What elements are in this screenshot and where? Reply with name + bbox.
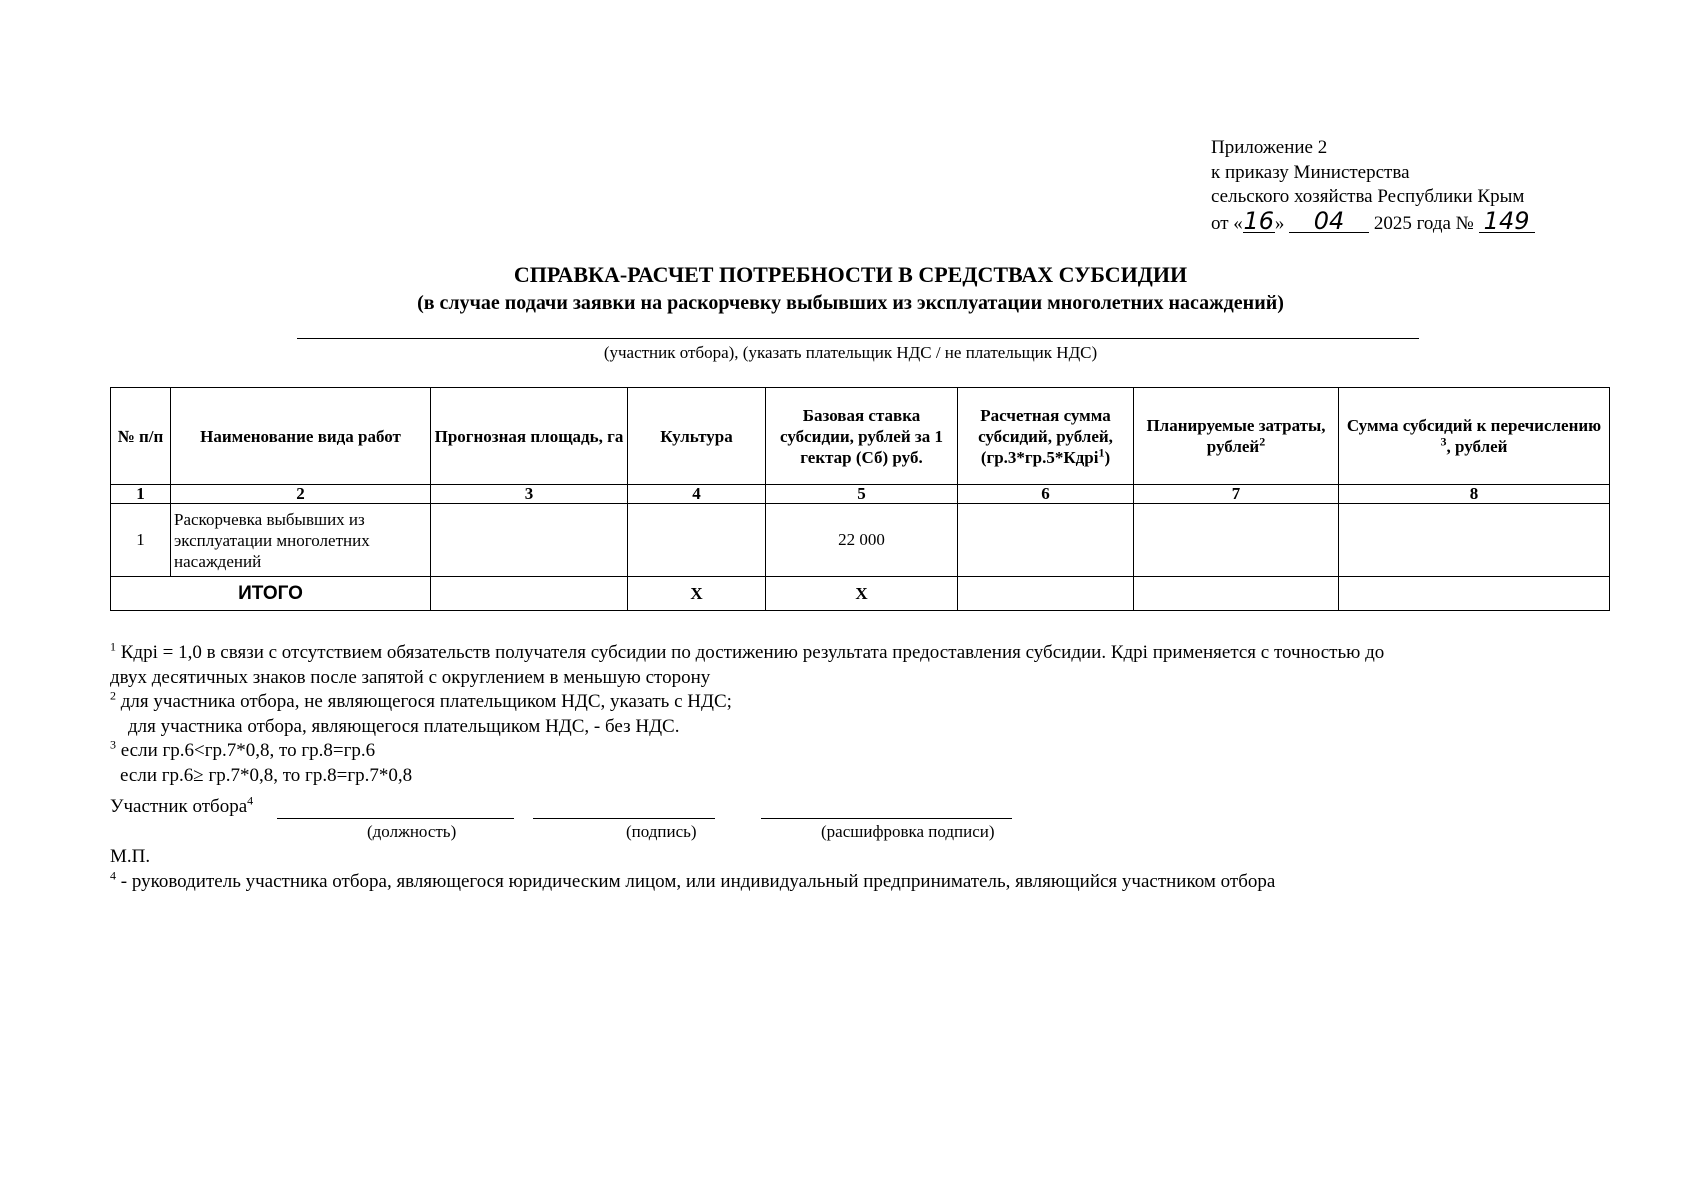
stamp-place: М.П.: [110, 846, 151, 867]
footnotes: [110, 641, 1620, 788]
header-number: № п/п: [111, 388, 171, 485]
footnote-1-line-2: двух десятичных знаков после запятой с округлением в меньшую сторону: [110, 666, 711, 688]
footnote-2-line-1: $^2$ для участника отбора, не являющегося плательщиком НДС, указать с НДС;: [110, 688, 732, 712]
row-calc-sum: [958, 504, 1134, 577]
handwritten-order-number: 149: [1479, 210, 1535, 233]
document-subtitle: (в случае подачи заявки на раскорчевку выбывших из эксплуатации многолетних насаждений): [417, 292, 1284, 314]
appendix-block: [1211, 136, 1535, 236]
table-header-row: [111, 388, 1610, 485]
row-planned-costs: [1134, 504, 1339, 577]
row-transfer-sum: [1339, 504, 1610, 577]
footnote-3-line-2: если гр.6≥ гр.7*0,8, то гр.8=гр.7*0,8: [120, 764, 413, 786]
header-culture: Культура: [628, 388, 766, 485]
footnote-1-line-1: $^1$ Кдрi = 1,0 в связи с отсутствием обязательств получателя субсидии по достижению результата предоставления субсидии. Кдрi применяется с точностью до: [110, 639, 1385, 663]
column-number: 3: [431, 485, 628, 504]
header-calc-sum: Расчетная сумма субсидий, рублей, (гр.3*гр.5*Кдрi$^1$): [958, 388, 1134, 485]
table-row: [111, 504, 1610, 577]
column-number-row: [111, 485, 1610, 504]
total-planned-costs: [1134, 577, 1339, 611]
handwritten-month: 04: [1289, 210, 1369, 233]
total-area: [431, 577, 628, 611]
column-number: 7: [1134, 485, 1339, 504]
row-work-type: Раскорчевка выбывших из эксплуатации многолетних насаждений: [171, 504, 431, 577]
header-area: Прогнозная площадь, га: [431, 388, 628, 485]
date-prefix: от «: [1211, 212, 1243, 234]
column-number: 6: [958, 485, 1134, 504]
position-caption: (должность): [367, 822, 457, 841]
header-planned-costs: Планируемые затраты, рублей$^2$: [1134, 388, 1339, 485]
column-number: 5: [766, 485, 958, 504]
signature-blank-line: [533, 818, 715, 819]
header-transfer-sum: Сумма субсидий к перечислению $^3$, рублей: [1339, 388, 1610, 485]
participant-blank-line: [297, 338, 1419, 339]
total-label: ИТОГО: [111, 577, 431, 611]
row-area: [431, 504, 628, 577]
column-number: 8: [1339, 485, 1610, 504]
footnote-3-line-1: $^3$ если гр.6<гр.7*0,8, то гр.8=гр.6: [110, 737, 376, 761]
decode-blank-line: [761, 818, 1012, 819]
appendix-ministry: сельского хозяйства Республики Крым: [1211, 186, 1525, 207]
position-blank-line: [277, 818, 514, 819]
total-base-rate: Х: [766, 577, 958, 611]
total-row: [111, 577, 1610, 611]
row-culture: [628, 504, 766, 577]
decode-caption: (расшифровка подписи): [821, 822, 995, 841]
footnote-4: $^4$ - руководитель участника отбора, являющегося юридическим лицом, или индивидуальный предприниматель, являющийся участником отбора: [110, 868, 1276, 892]
participant-caption: (участник отбора), (указать плательщик НДС / не плательщик НДС): [603, 343, 1098, 362]
row-base-rate: 22 000: [766, 504, 958, 577]
signature-caption: (подпись): [626, 822, 697, 841]
header-base-rate: Базовая ставка субсидии, рублей за 1 гектар (Сб) руб.: [766, 388, 958, 485]
appendix-title: Приложение 2: [1211, 137, 1328, 158]
subsidy-table: [110, 387, 1610, 611]
appendix-order-ref: к приказу Министерства: [1211, 161, 1410, 183]
total-culture: Х: [628, 577, 766, 611]
appendix-date-line: [1211, 206, 1535, 237]
row-number: 1: [111, 504, 171, 577]
total-transfer-sum: [1339, 577, 1610, 611]
handwritten-day: 16: [1243, 206, 1275, 235]
footnote-2-line-2: для участника отбора, являющегося плательщиком НДС, - без НДС.: [128, 715, 680, 737]
document-title: СПРАВКА-РАСЧЕТ ПОТРЕБНОСТИ В СРЕДСТВАХ СУБСИДИИ: [513, 262, 1188, 287]
total-calc-sum: [958, 577, 1134, 611]
participant-signature-label: Участник отбора$^4$: [110, 793, 254, 817]
column-number: 4: [628, 485, 766, 504]
date-mid: »: [1274, 212, 1285, 234]
column-number: 1: [111, 485, 171, 504]
header-work-type: Наименование вида работ: [171, 388, 431, 485]
column-number: 2: [171, 485, 431, 504]
year-text: 2025 года №: [1373, 212, 1474, 234]
